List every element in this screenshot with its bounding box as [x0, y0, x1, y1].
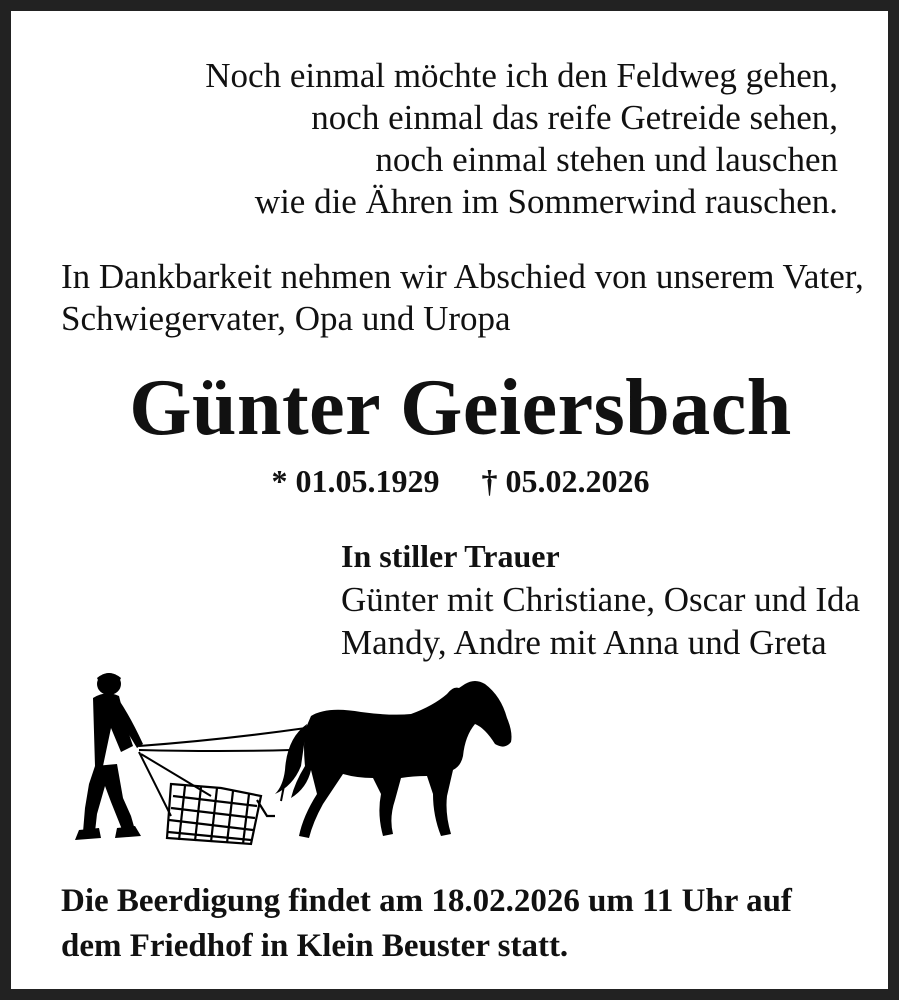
harrow: [167, 784, 275, 844]
poem-line: Noch einmal möchte ich den Feldweg gehen,: [205, 56, 838, 95]
deceased-name: Günter Geiersbach: [129, 364, 792, 452]
farmer-with-horse-and-harrow-silhouette-icon: [61, 666, 521, 851]
funeral-notice: [61, 879, 871, 969]
poem: [205, 55, 838, 223]
farewell-intro: [61, 256, 871, 340]
horse-silhouette: [275, 681, 512, 838]
mourner-line: Günter mit Christiane, Oscar und Ida: [341, 580, 861, 619]
poem-line: noch einmal stehen und lauschen: [375, 140, 838, 179]
funeral-line: Die Beerdigung findet am 18.02.2026 um 11 Uhr auf: [61, 883, 792, 919]
poem-line: wie die Ähren im Sommerwind rauschen.: [254, 182, 838, 221]
farmer-silhouette: [75, 673, 143, 840]
intro-line: Schwiegervater, Opa und Uropa: [61, 299, 511, 338]
intro-line: In Dankbarkeit nehmen wir Abschied von unserem Vater,: [61, 257, 864, 296]
mourners-block: [341, 535, 860, 664]
birth-date: * 01.05.1929: [271, 463, 440, 499]
life-dates: [11, 461, 899, 501]
mourner-line: Mandy, Andre mit Anna und Greta: [341, 623, 827, 662]
funeral-line: dem Friedhof in Klein Beuster statt.: [61, 928, 569, 964]
poem-line: noch einmal das reife Getreide sehen,: [311, 98, 838, 137]
death-date: † 05.02.2026: [481, 463, 650, 499]
mourning-heading: In stiller Trauer: [341, 538, 560, 574]
